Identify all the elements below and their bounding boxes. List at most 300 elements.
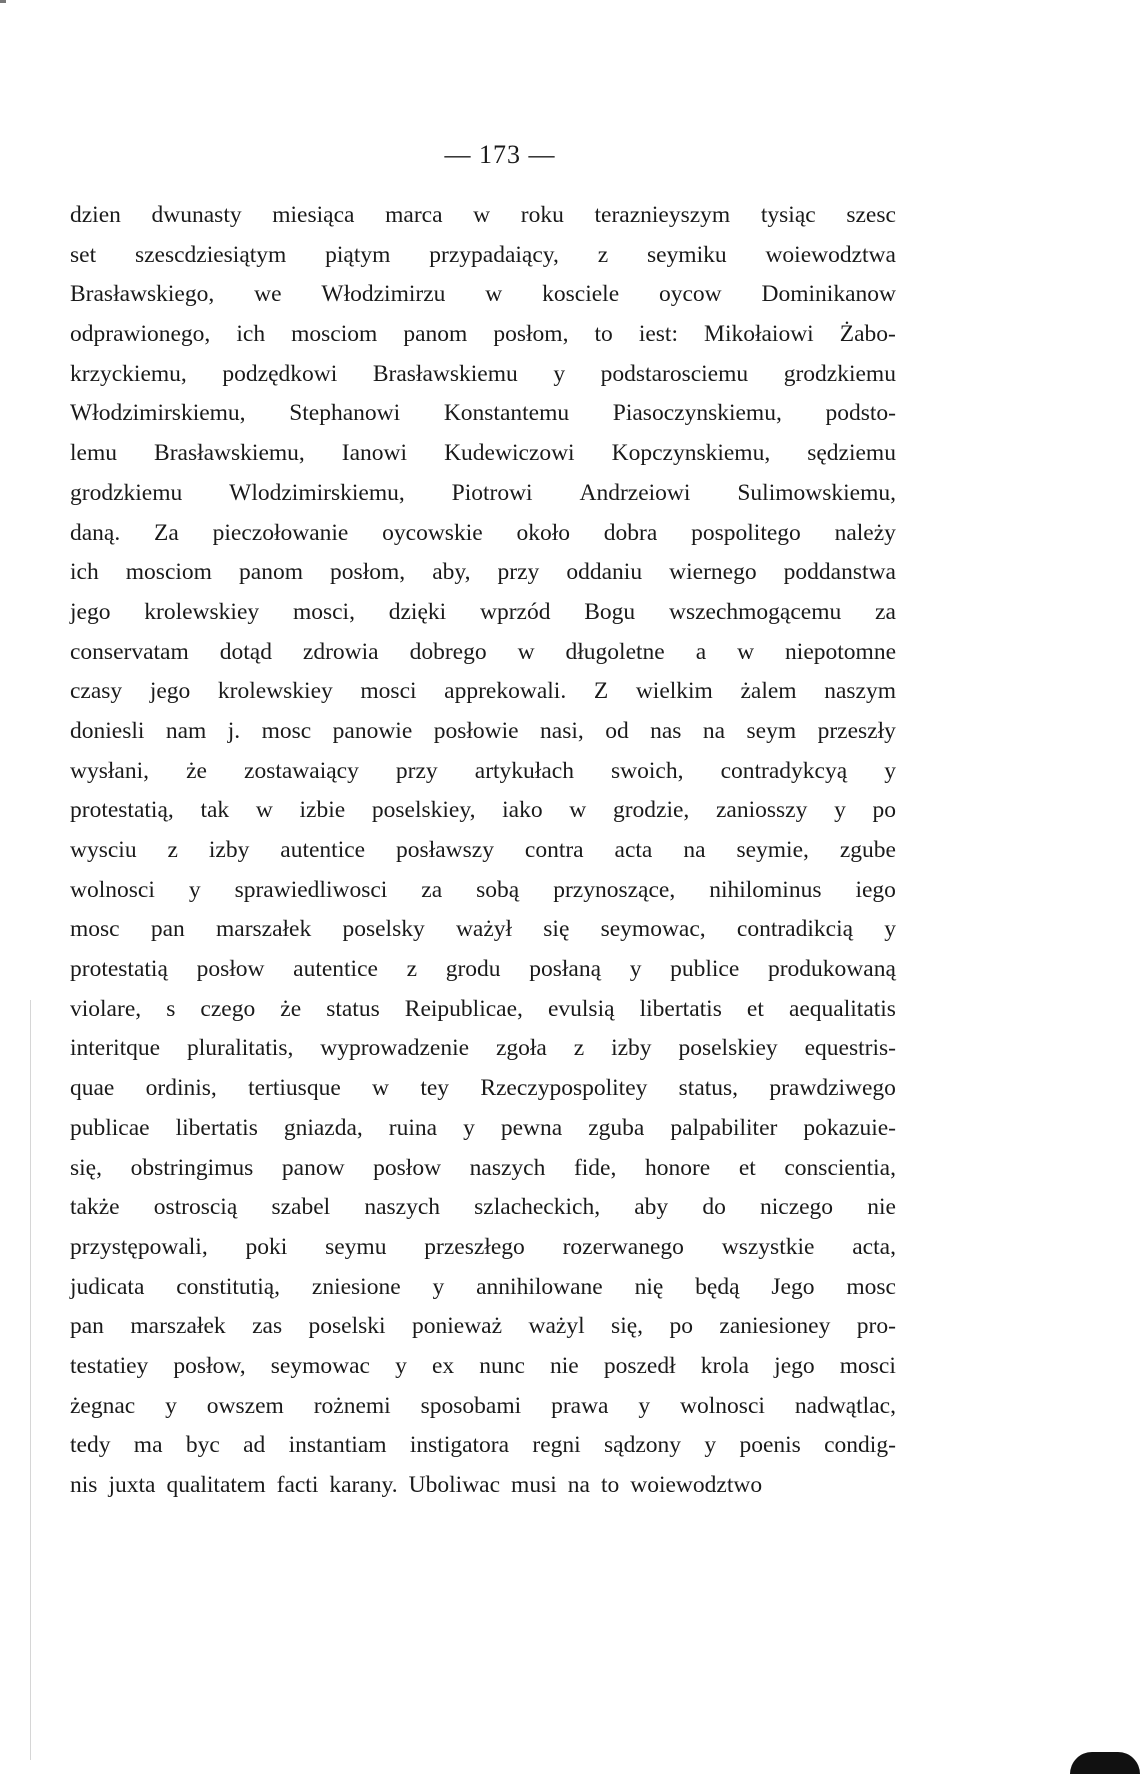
word: poselskiey (678, 1035, 778, 1062)
word: krolewskiey (144, 598, 260, 625)
word: annihilowane (476, 1273, 603, 1300)
word: y (884, 916, 896, 943)
word: Rzeczypospolitey (480, 1075, 648, 1102)
word: szabel (271, 1194, 331, 1221)
word: w (372, 1075, 390, 1102)
word: equestris- (804, 1035, 896, 1062)
word: Włodzimirzu (321, 281, 446, 308)
word: będą (695, 1273, 740, 1300)
word: woiewodztwo (630, 1472, 763, 1498)
word: set (70, 241, 97, 268)
word: oycow (659, 281, 722, 308)
word: grodu (445, 956, 501, 983)
text-line (70, 434, 896, 474)
word: także (70, 1194, 120, 1221)
word: krolewskiey (217, 678, 333, 705)
word: wyprowadzenie (320, 1035, 470, 1062)
word: poszedł (603, 1352, 676, 1379)
word: pewna (500, 1114, 563, 1141)
text-line (70, 871, 896, 911)
word: że (186, 757, 207, 784)
word: ich (70, 559, 99, 586)
word: Ianowi (341, 440, 408, 467)
word: się, (611, 1313, 644, 1340)
word: seym (746, 717, 797, 744)
word: panowie (332, 717, 413, 744)
word: publice (670, 956, 740, 983)
text-line (70, 1347, 896, 1387)
word: pospolitego (691, 519, 801, 546)
word: seymowac (270, 1352, 370, 1379)
text-line (70, 315, 896, 355)
text-line (70, 831, 896, 871)
word: honore (644, 1154, 711, 1181)
word: libertatis (639, 995, 722, 1022)
word: conservatam (70, 638, 189, 665)
word: y (165, 1392, 177, 1419)
word: Kopczynskiemu, (611, 440, 771, 467)
word: a (695, 638, 707, 665)
word: pieczołowanie (212, 519, 349, 546)
word: et (746, 995, 764, 1022)
word: palpabiliter (670, 1114, 778, 1141)
word: ponieważ (412, 1313, 503, 1340)
text-line (70, 1109, 896, 1149)
word: piątym (325, 241, 391, 268)
word: długoletne (565, 638, 665, 665)
word: ma (133, 1432, 163, 1459)
word: zgube (839, 837, 896, 863)
word: się, (70, 1154, 102, 1181)
word: grodzie, (612, 797, 690, 824)
scan-edge-mark (0, 0, 6, 3)
word: testatiey (70, 1352, 149, 1379)
word: grodzkiemu (70, 479, 183, 506)
word: prawdziwego (769, 1075, 896, 1102)
word: posłaną (529, 956, 602, 983)
word: naszych (364, 1194, 440, 1221)
word: szesc (846, 202, 896, 228)
word: Piotrowi (451, 479, 533, 506)
text-line (70, 1387, 896, 1427)
word: judicata (70, 1273, 145, 1300)
word: w (473, 202, 491, 228)
word: krola (700, 1352, 750, 1379)
text-line (70, 394, 896, 434)
word: Reipublicae, (404, 995, 523, 1022)
word: w (517, 638, 535, 665)
text-line (70, 1069, 896, 1109)
word: karany. (329, 1472, 398, 1498)
word: wolnosci (70, 876, 155, 903)
word: produkowaną (767, 956, 896, 983)
word: z (573, 1035, 585, 1062)
word: seymu (325, 1233, 387, 1260)
word: oddaniu (566, 559, 643, 586)
scan-margin-line (30, 1000, 31, 1760)
word: ad (243, 1432, 266, 1459)
word: miesiąca (272, 202, 355, 228)
word: Żabo- (839, 321, 896, 348)
word: iego (855, 876, 896, 903)
word: wielkim (635, 678, 713, 705)
text-line (70, 1149, 896, 1189)
word: z (167, 837, 178, 863)
word: nię (634, 1273, 664, 1300)
word: Piasoczynskiemu, (612, 400, 782, 427)
word: Brasławskiego, (70, 281, 215, 308)
word: woiewodztwa (765, 241, 896, 268)
text-line (70, 1426, 896, 1466)
word: się (543, 916, 570, 943)
word: przy (497, 559, 540, 586)
word: poselskiey, (371, 797, 476, 824)
word: y (884, 757, 896, 784)
word: wszechmogącemu (668, 598, 842, 625)
word: dwunasty (151, 202, 242, 228)
word: w (255, 797, 273, 824)
word: ruina (388, 1114, 438, 1141)
word: na (702, 717, 726, 744)
word: za (875, 598, 896, 625)
word: apprekowali. (444, 678, 567, 705)
word: naszym (824, 678, 896, 705)
word: poddanstwa (783, 559, 896, 586)
word: nie (550, 1352, 579, 1379)
word: sposobami (420, 1392, 522, 1419)
word: we (254, 281, 282, 308)
word: y (834, 797, 846, 824)
word: tey (420, 1075, 450, 1102)
word: ważył (455, 916, 513, 943)
word: oycowskie (382, 519, 483, 546)
word: tertiusque (248, 1075, 341, 1102)
text-line (70, 474, 896, 514)
word: niepotomne (785, 638, 896, 665)
word: kosciele (542, 281, 620, 308)
word: quae (70, 1075, 115, 1102)
word: należy (834, 519, 896, 546)
word: mosci (360, 678, 417, 705)
word: Andrzeiowi (579, 479, 691, 506)
text-line (70, 593, 896, 633)
word: poenis (739, 1432, 801, 1459)
word: podzędkowi (222, 360, 338, 387)
word: z (406, 956, 418, 983)
word: nas (650, 717, 682, 744)
word: status (326, 995, 380, 1022)
word: rozerwanego (562, 1233, 684, 1260)
word: zgoła (495, 1035, 547, 1062)
word: jego (774, 1352, 815, 1379)
word: Mikołaiowi (704, 321, 814, 348)
word: czasy (70, 678, 123, 705)
text-line (70, 910, 896, 950)
word: przeszłego (424, 1233, 525, 1260)
word: przynoszące, (553, 876, 676, 903)
word: zostawaiący (244, 757, 359, 784)
word: dobra (603, 519, 658, 546)
text-line (70, 950, 896, 990)
word: aby (634, 1194, 669, 1221)
word: aby, (432, 559, 471, 586)
word: iako (502, 797, 543, 824)
word: zguba (588, 1114, 645, 1141)
word: condig- (824, 1432, 896, 1459)
word: qualitatem (166, 1472, 266, 1498)
word: y (638, 1392, 651, 1419)
word: posłow (373, 1154, 442, 1181)
word: wszystkie (721, 1233, 815, 1260)
word: contradikcią (736, 916, 854, 943)
word: krzyckiemu, (70, 360, 187, 387)
text-line (70, 990, 896, 1030)
scan-artifact (1070, 1752, 1140, 1774)
word: około (516, 519, 570, 546)
word: odprawionego, (70, 321, 211, 348)
word: panow (281, 1154, 345, 1181)
word: sądzony (604, 1432, 682, 1459)
word: Stephanowi (289, 400, 401, 427)
word: dzięki (388, 598, 447, 625)
word: pokazuie- (803, 1114, 896, 1141)
word: dotąd (219, 638, 272, 665)
word: Wlodzimirskiemu, (229, 479, 405, 506)
word: tak (200, 797, 230, 824)
word: przeszły (817, 717, 896, 744)
word: mosc (70, 916, 120, 943)
word: mosci, (292, 598, 355, 625)
word: zaniosszy (716, 797, 808, 824)
word: izby (208, 837, 250, 863)
word: et (738, 1154, 756, 1181)
word: nis (70, 1472, 98, 1498)
text-line (70, 1029, 896, 1069)
word: status, (678, 1075, 739, 1102)
word: zniesione (311, 1273, 401, 1300)
word: protestatią, (70, 797, 174, 824)
word: Bogu (584, 598, 636, 625)
word: rożnemi (313, 1392, 391, 1419)
word: wysłani, (70, 757, 149, 784)
word: seymie, (736, 837, 809, 863)
word: mosciom (291, 321, 378, 348)
word: prawa (551, 1392, 609, 1419)
word: izbie (299, 797, 346, 824)
word: po (872, 797, 896, 824)
word: teraznieyszym (594, 202, 731, 228)
text-line (70, 672, 896, 712)
word: roku (520, 202, 564, 228)
word: ich (236, 321, 266, 348)
word: sędziemu (807, 440, 896, 467)
word: seymiku (646, 241, 727, 268)
word: panom (239, 559, 303, 586)
word: posłom, (330, 559, 406, 586)
word: za (421, 876, 443, 903)
word: byc (185, 1432, 220, 1459)
word: Brasławskiemu, (154, 440, 305, 467)
word: acta (614, 837, 653, 863)
word: ex (431, 1352, 455, 1379)
word: marszałek (215, 916, 312, 943)
word: po (669, 1313, 693, 1340)
text-line (70, 1466, 896, 1506)
word: grodzkiemu (783, 360, 896, 387)
word: wolnosci (680, 1392, 765, 1419)
word: j. (227, 717, 241, 744)
word: aequalitatis (788, 995, 896, 1022)
word: nihilominus (709, 876, 822, 903)
word: z (597, 241, 609, 268)
word: Sulimowskiemu, (737, 479, 896, 506)
text-line (70, 791, 896, 831)
word: evulsią (547, 995, 615, 1022)
word: ordinis, (145, 1075, 217, 1102)
word: w (737, 638, 755, 665)
word: Uboliwac (408, 1472, 501, 1498)
word: facti (276, 1472, 319, 1498)
word: Kudewiczowi (444, 440, 575, 467)
word: owszem (206, 1392, 284, 1419)
word: fide, (573, 1154, 617, 1181)
word: posłowie (433, 717, 519, 744)
word: nunc (479, 1352, 525, 1379)
word: przy (395, 757, 438, 784)
word: dobrego (409, 638, 487, 665)
word: posłow (196, 956, 265, 983)
word: to (594, 321, 613, 348)
word: dzien (70, 202, 121, 228)
word: podstarosciemu (600, 360, 749, 387)
word: Konstantemu (443, 400, 570, 427)
word: interitque (70, 1035, 161, 1062)
word: sprawiedliwosci (234, 876, 388, 903)
word: y (463, 1114, 475, 1141)
word: iest: (638, 321, 678, 348)
word: acta, (852, 1233, 896, 1260)
word: s (166, 995, 176, 1022)
word: instigatora (409, 1432, 510, 1459)
text-line (70, 514, 896, 554)
word: y (553, 360, 566, 387)
word: jego (70, 598, 111, 625)
word: zaniesioney (719, 1313, 831, 1340)
word: y (188, 876, 201, 903)
word: szescdziesiątym (134, 241, 287, 268)
word: ważyl (528, 1313, 585, 1340)
word: conscientia, (784, 1154, 896, 1181)
word: wysciu (70, 837, 137, 863)
word: constitutią, (176, 1273, 281, 1300)
word: że (280, 995, 302, 1022)
word: y (395, 1352, 407, 1379)
word: violare, (70, 995, 142, 1022)
word: instantiam (288, 1432, 387, 1459)
word: czego (200, 995, 256, 1022)
word: daną. (70, 519, 121, 546)
word: obstringimus (130, 1154, 254, 1181)
word: na (567, 1472, 590, 1498)
word: mosci (839, 1352, 896, 1379)
word: pan (70, 1313, 104, 1340)
word: regni (532, 1432, 581, 1459)
word: żegnac (70, 1392, 136, 1419)
text-line (70, 553, 896, 593)
word: pan (150, 916, 185, 943)
word: doniesli (70, 717, 145, 744)
page-number: — 173 — (444, 140, 556, 169)
word: sobą (476, 876, 520, 903)
word: poki (245, 1233, 288, 1260)
word: to (600, 1472, 620, 1498)
word: y (629, 956, 642, 983)
word: tedy (70, 1432, 111, 1459)
word: libertatis (175, 1114, 258, 1141)
word: publicae (70, 1114, 150, 1141)
word: nadwątlac, (794, 1392, 896, 1419)
word: contradykcyą (720, 757, 848, 784)
word: seymowac, (600, 916, 706, 943)
word: posławszy (396, 837, 494, 863)
word: artykułach (474, 757, 574, 784)
word: Włodzimirskiemu, (70, 400, 246, 427)
word: Z (593, 678, 609, 705)
word: protestatią (70, 956, 168, 983)
word: od (605, 717, 629, 744)
text-line (70, 712, 896, 752)
word: panom (403, 321, 468, 348)
word: Brasławskiemu (372, 360, 518, 387)
word: y (432, 1273, 445, 1300)
word: autentice (280, 837, 366, 863)
word: przystępowali, (70, 1233, 208, 1260)
word: pluralitatis, (186, 1035, 294, 1062)
text-line (70, 752, 896, 792)
word: posłow, (173, 1352, 246, 1379)
word: musi (511, 1472, 557, 1498)
word: posłom, (493, 321, 569, 348)
word: swoich, (611, 757, 684, 784)
word: żalem (740, 678, 797, 705)
word: marca (385, 202, 443, 228)
word: tysiąc (760, 202, 816, 228)
word: do (702, 1194, 726, 1221)
text-line (70, 236, 896, 276)
text-line (70, 1228, 896, 1268)
word: mosciom (125, 559, 212, 586)
word: naszych (469, 1154, 546, 1181)
text-line (70, 633, 896, 673)
word: w (485, 281, 503, 308)
word: nam (165, 717, 207, 744)
word: pro- (856, 1313, 896, 1340)
word: w (569, 797, 587, 824)
word: contra (524, 837, 584, 863)
word: marszałek (130, 1313, 226, 1340)
word: Jego (771, 1273, 815, 1300)
word: mosc (846, 1273, 896, 1300)
word: nie (867, 1194, 896, 1221)
text-line (70, 1307, 896, 1347)
word: wiernego (669, 559, 757, 586)
word: lemu (70, 440, 117, 467)
word: Dominikanow (761, 281, 896, 308)
word: jego (149, 678, 191, 705)
word: na (683, 837, 706, 863)
word: poselski (308, 1313, 386, 1340)
body-text (70, 196, 896, 1506)
